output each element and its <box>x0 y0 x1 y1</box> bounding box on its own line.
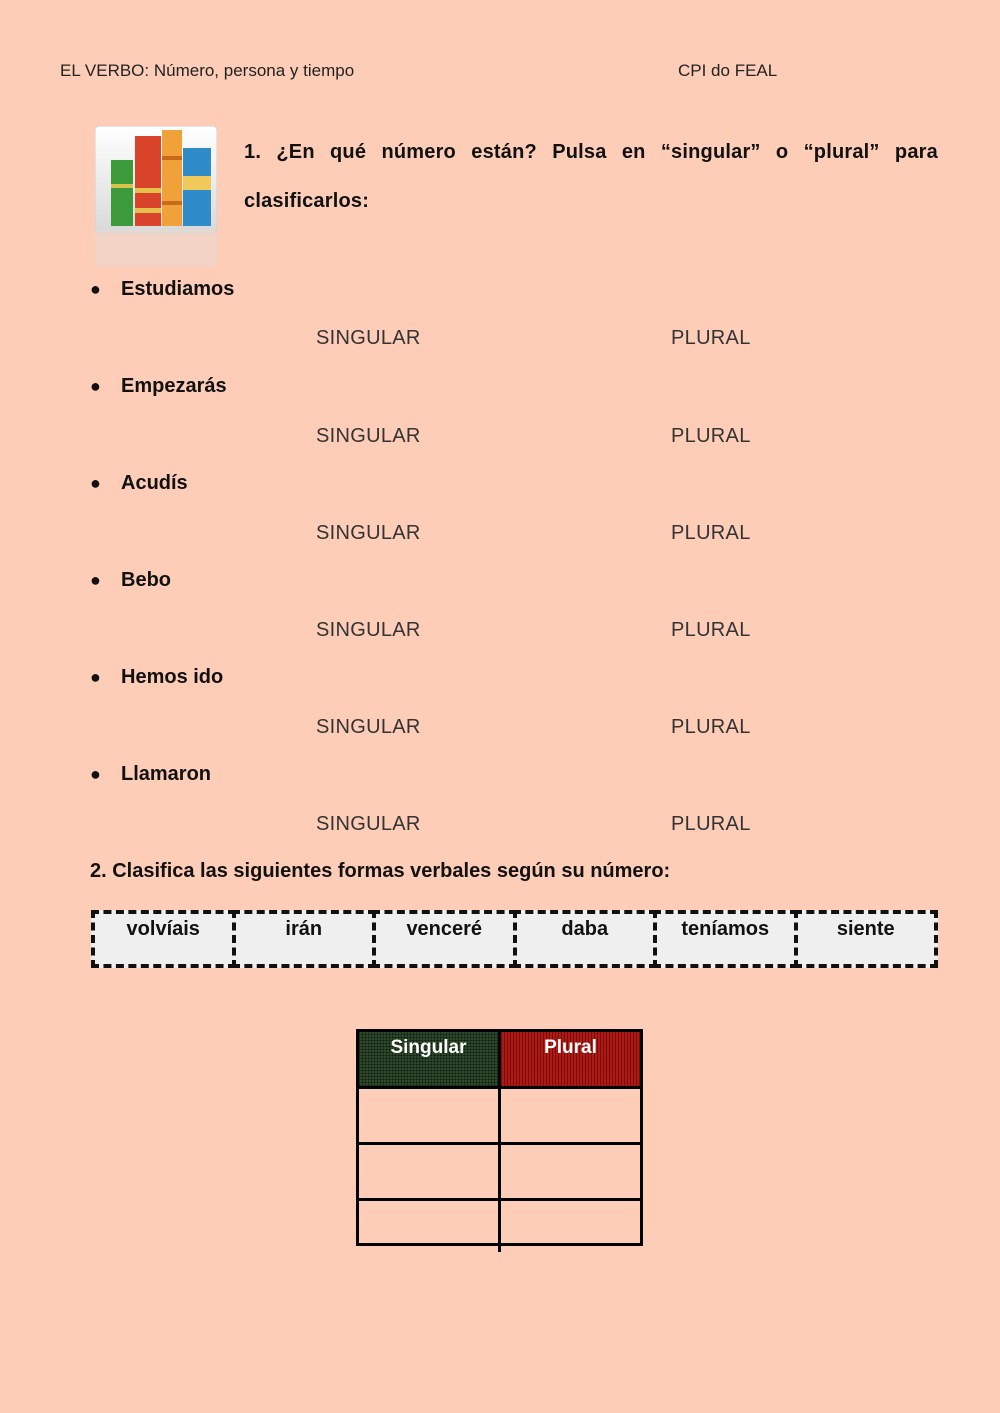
singular-option[interactable]: SINGULAR <box>316 813 421 835</box>
verb-item <box>90 666 223 689</box>
q1-word: o <box>775 141 789 163</box>
q1-word: “plural” <box>803 141 880 163</box>
table-row <box>359 1201 640 1252</box>
bullet-icon: ● <box>90 473 101 493</box>
table-row <box>359 1145 640 1201</box>
plural-option[interactable]: PLURAL <box>671 813 751 835</box>
singular-option[interactable]: SINGULAR <box>316 327 421 349</box>
plural-option[interactable]: PLURAL <box>671 522 751 544</box>
singular-option[interactable]: SINGULAR <box>316 522 421 544</box>
verb-word: Hemos ido <box>121 666 224 688</box>
plural-drop-cell[interactable] <box>501 1089 640 1142</box>
verb-word: Estudiamos <box>121 278 235 300</box>
verb-word: Llamaron <box>121 763 212 785</box>
verb-item <box>90 375 227 398</box>
q1-word: “singular” <box>660 141 761 163</box>
plural-option[interactable]: PLURAL <box>671 619 751 641</box>
plural-drop-cell[interactable] <box>501 1145 640 1198</box>
bullet-icon: ● <box>90 279 101 299</box>
plural-option[interactable]: PLURAL <box>671 716 751 738</box>
draggable-word[interactable]: venceré <box>372 910 517 968</box>
singular-column-header: Singular <box>359 1032 501 1086</box>
q1-word: para <box>894 141 938 163</box>
question-1-line2: clasificarlos: <box>244 190 370 212</box>
bullet-icon: ● <box>90 764 101 784</box>
bullet-icon: ● <box>90 570 101 590</box>
q1-word: número <box>381 141 456 163</box>
classification-table <box>356 1029 643 1246</box>
q1-word: en <box>621 141 646 163</box>
verb-item <box>90 278 234 301</box>
plural-drop-cell[interactable] <box>501 1201 640 1252</box>
singular-option[interactable]: SINGULAR <box>316 425 421 447</box>
verb-item <box>90 472 188 495</box>
question-1 <box>244 128 938 226</box>
singular-drop-cell[interactable] <box>359 1201 501 1252</box>
q1-word: Pulsa <box>552 141 607 163</box>
table-row <box>359 1089 640 1145</box>
draggable-word[interactable]: volvíais <box>91 910 236 968</box>
q1-word: 1. <box>244 141 262 163</box>
verb-word: Empezarás <box>121 375 227 397</box>
plural-option[interactable]: PLURAL <box>671 425 751 447</box>
table-header <box>359 1032 640 1089</box>
plural-column-header: Plural <box>501 1032 640 1086</box>
draggable-word[interactable]: teníamos <box>653 910 798 968</box>
singular-option[interactable]: SINGULAR <box>316 619 421 641</box>
header-school: CPI do FEAL <box>678 61 778 80</box>
singular-option[interactable]: SINGULAR <box>316 716 421 738</box>
books-icon <box>95 126 217 266</box>
bullet-icon: ● <box>90 667 101 687</box>
verb-word: Acudís <box>121 472 188 494</box>
draggable-word[interactable]: irán <box>232 910 377 968</box>
word-bank <box>91 910 938 968</box>
question-1-line1 <box>244 128 938 177</box>
plural-option[interactable]: PLURAL <box>671 327 751 349</box>
singular-drop-cell[interactable] <box>359 1089 501 1142</box>
singular-drop-cell[interactable] <box>359 1145 501 1198</box>
q1-word: están? <box>471 141 537 163</box>
verb-item <box>90 763 211 786</box>
header-title: EL VERBO: Número, persona y tiempo <box>60 61 355 80</box>
verb-item <box>90 569 171 592</box>
draggable-word[interactable]: siente <box>794 910 939 968</box>
verb-word: Bebo <box>121 569 171 591</box>
q1-word: ¿En <box>276 141 315 163</box>
question-2-title: 2. Clasifica las siguientes formas verbales según su número: <box>90 860 671 882</box>
q1-word: qué <box>330 141 367 163</box>
bullet-icon: ● <box>90 376 101 396</box>
draggable-word[interactable]: daba <box>513 910 658 968</box>
